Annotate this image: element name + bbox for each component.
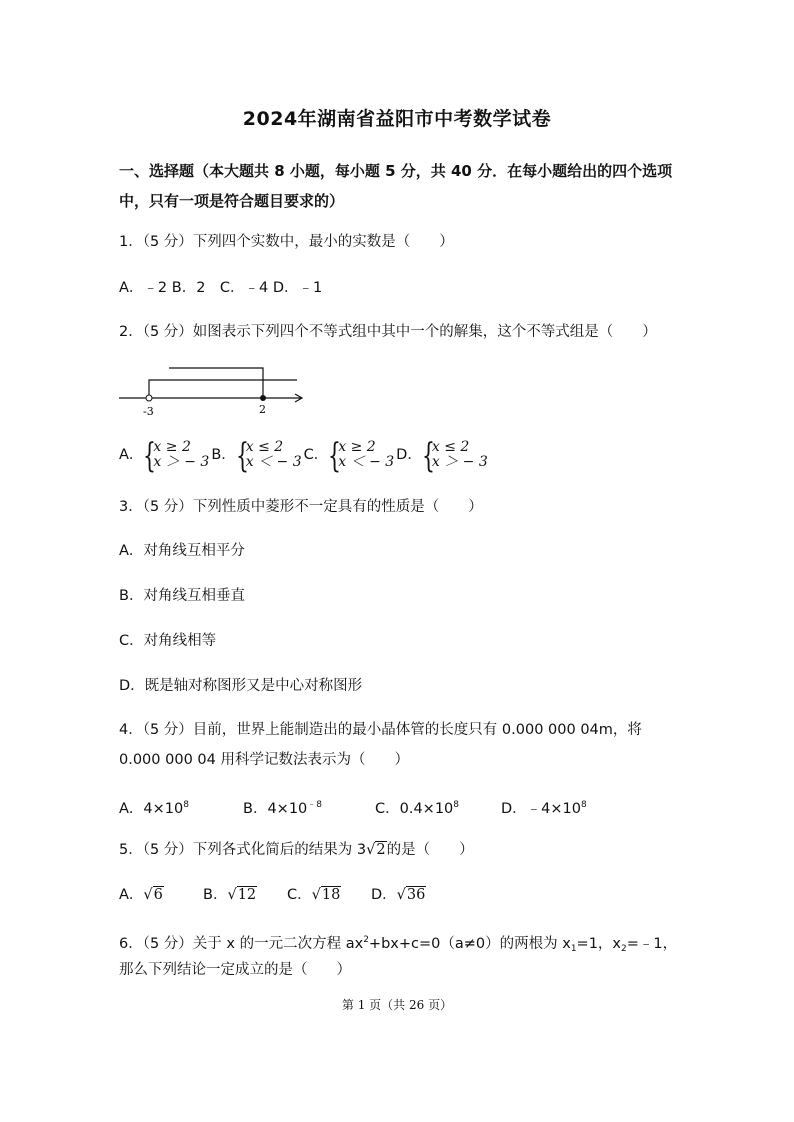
option-b-exp: ﹣8 [307, 800, 323, 810]
question-5-stem-pre: 5．（5 分）下列各式化简后的结果为 3 [119, 842, 367, 858]
question-4-options [119, 795, 587, 819]
question-3-stem: 3．（5 分）下列性质中菱形不一定具有的性质是（ ） [119, 499, 483, 515]
question-3-option-c: C．对角线相等 [119, 633, 217, 649]
option-c-radicand: 18 [321, 887, 341, 903]
option-a [119, 795, 243, 819]
solution-bracket-right [169, 368, 263, 398]
label-right: 2 [259, 403, 266, 416]
q6-part-d: =﹣1， [626, 936, 678, 952]
system-d-bottom: x ＞ − 3 [431, 454, 488, 470]
option-c [287, 885, 371, 905]
option-b-radicand: 12 [237, 887, 257, 903]
q6-subscript-1: 1 [570, 944, 577, 954]
section-heading: 一、选择题（本大题共 8 小题，每小题 5 分，共 40 分．在每小题给出的四个选项中，只有一项是符合题目要求的） [119, 162, 673, 210]
option-c-letter: C． [303, 447, 329, 463]
q6-part-b: +bx+c=0（a≠0）的两根为 x [368, 936, 571, 952]
option-c [303, 436, 397, 476]
option-b [203, 885, 287, 905]
question-5-options [119, 885, 426, 905]
option-a-radicand: 6 [153, 887, 163, 903]
inequality-system-a: { x ≥ 2 x ＞ − 3 [143, 436, 210, 476]
option-d-letter: D． [396, 447, 422, 463]
sqrt-expression [366, 841, 386, 858]
question-6-stem-line2: 那么下列结论一定成立的是（ ） [119, 962, 351, 978]
option-c-exp: 8 [453, 800, 460, 810]
q6-exponent: 2 [363, 935, 369, 945]
question-1-stem: 1．（5 分）下列四个实数中，最小的实数是（ ） [119, 234, 454, 250]
open-point [146, 395, 152, 401]
option-b-letter: B． [203, 887, 228, 903]
system-d-top: x ≤ 2 [431, 439, 470, 455]
solution-bracket-left [149, 380, 297, 398]
option-b [211, 436, 303, 476]
question-2-stem: 2．（5 分）如图表示下列四个不等式组中其中一个的解集，这个不等式组是（ ） [119, 324, 657, 340]
option-c-letter: C． [287, 887, 312, 903]
inequality-system-b: { x ≤ 2 x ＜ − 3 [235, 436, 302, 476]
option-d [396, 436, 490, 476]
question-3-option-d: D．既是轴对称图形又是中心对称图形 [119, 678, 363, 694]
label-left: -3 [143, 405, 154, 418]
sqrt-sign: √ [143, 887, 153, 903]
sqrt-sign: √ [396, 887, 406, 903]
option-a [119, 436, 211, 476]
option-d [371, 885, 426, 905]
system-c-bottom: x ＜ − 3 [338, 454, 395, 470]
q6-part-c: =1，x [576, 936, 622, 952]
question-3-option-b: B．对角线互相垂直 [119, 588, 245, 604]
page-title: 2024年湖南省益阳市中考数学试卷 [242, 108, 552, 130]
closed-point [260, 395, 266, 401]
question-5-stem-post: 的是（ ） [386, 842, 474, 858]
question-5-stem [119, 840, 474, 860]
question-4-stem-line1: 4．（5 分）目前，世界上能制造出的最小晶体管的长度只有 0.000 000 04m，将 [119, 722, 642, 738]
option-d-base: D．﹣4×10 [501, 801, 581, 817]
question-6-stem-line1 [119, 930, 677, 959]
option-a-letter: A． [119, 447, 144, 463]
option-d-radicand: 36 [406, 887, 426, 903]
system-b-bottom: x ＜ − 3 [245, 454, 302, 470]
q6-subscript-2: 2 [621, 944, 627, 954]
option-b-base: B．4×10 [243, 801, 308, 817]
question-3-option-a: A．对角线互相平分 [119, 543, 245, 559]
question-4-stem-line2: 0.000 000 04 用科学记数法表示为（ ） [119, 752, 409, 768]
number-line-figure [119, 360, 309, 420]
sqrt-sign: √ [227, 887, 237, 903]
question-2-options [119, 436, 490, 476]
system-b-top: x ≤ 2 [245, 439, 284, 455]
inequality-system-d: { x ≤ 2 x ＞ − 3 [421, 436, 488, 476]
option-c-base: C．0.4×10 [375, 801, 454, 817]
question-1-options: A．﹣2 B．2 C．﹣4 D．﹣1 [119, 280, 323, 296]
option-c [375, 795, 501, 819]
system-a-top: x ≥ 2 [153, 439, 191, 455]
option-a-exp: 8 [183, 800, 189, 810]
option-d-exp: 8 [581, 800, 587, 810]
option-d [501, 795, 587, 819]
option-a [119, 885, 203, 905]
system-c-top: x ≥ 2 [338, 439, 376, 455]
option-d-letter: D． [371, 887, 397, 903]
option-b-letter: B． [211, 447, 236, 463]
sqrt-sign: √ [311, 887, 321, 903]
sqrt-sign: √ [366, 842, 376, 858]
q6-part-a: 6．（5 分）关于 x 的一元二次方程 ax [119, 936, 364, 952]
option-b [243, 795, 375, 819]
option-a-letter: A． [119, 887, 144, 903]
page-footer: 第 1 页（共 26 页） [341, 998, 453, 1012]
option-a-base: A．4×10 [119, 801, 184, 817]
inequality-system-c: { x ≥ 2 x ＜ − 3 [328, 436, 395, 476]
system-a-bottom: x ＞ − 3 [153, 454, 210, 470]
sqrt-radicand: 2 [376, 842, 386, 858]
